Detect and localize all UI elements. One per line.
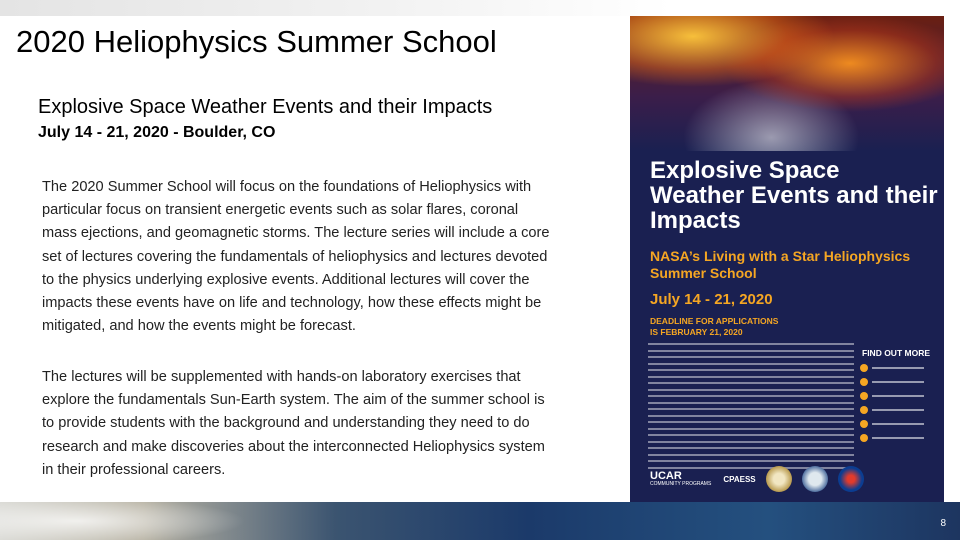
poster-contacts (860, 364, 940, 448)
seal-icon (766, 466, 792, 492)
cpaess-logo: CPAESS (723, 474, 756, 484)
poster-dates: July 14 - 21, 2020 (650, 291, 773, 308)
top-bar (0, 0, 960, 16)
nasa-logo-icon (838, 466, 864, 492)
event-dates: July 14 - 21, 2020 - Boulder, CO (38, 124, 276, 141)
slide-title: 2020 Heliophysics Summer School (16, 24, 497, 59)
find-out-more-label: FIND OUT MORE (862, 348, 930, 358)
poster-title: Explosive Space Weather Events and their Impacts (650, 157, 938, 234)
facebook-icon (860, 406, 868, 414)
instagram-icon (860, 434, 868, 442)
footer-band (0, 502, 960, 540)
slide-subtitle: Explosive Space Weather Events and their Impacts (38, 96, 493, 118)
page-number: 8 (940, 518, 946, 529)
description-paragraph-1: The 2020 Summer School will focus on the foundations of Heliophysics with particular focus on transient energetic events such as solar flares, coronal mass ejections, and geomagnetic storms. The lecture series will include a core set of lectures covering the fundamentals of heliophysics and lectures devoted to the physics underlying explosive events. Additional lectures will cover the impacts these events have on life and technology, how these effects might be mitigated, and how the events might be forecast. (42, 179, 550, 335)
solar-flare-image (630, 16, 944, 151)
description-paragraph-2: The lectures will be supplemented with hands-on laboratory exercises that explore the fundamentals Sun-Earth system. The aim of the summer school is to provide students with the background and understanding they need to do research and make discoveries about the interconnected Heliophysics system in their professional careers. (42, 369, 545, 478)
poster-deadline: DEADLINE FOR APPLICATIONS IS FEBRUARY 21, 2020 (650, 316, 779, 337)
seal-icon (802, 466, 828, 492)
poster-fine-print (648, 343, 854, 471)
ucar-logo: UCAR COMMUNITY PROGRAMS (650, 470, 712, 487)
twitter-icon (860, 420, 868, 428)
poster-subtitle: NASA’s Living with a Star Heliophysics Summer School (650, 248, 911, 281)
event-poster (630, 16, 944, 502)
email-icon (860, 392, 868, 400)
poster-logos (630, 456, 944, 502)
phone-icon (860, 378, 868, 386)
web-icon (860, 364, 868, 372)
